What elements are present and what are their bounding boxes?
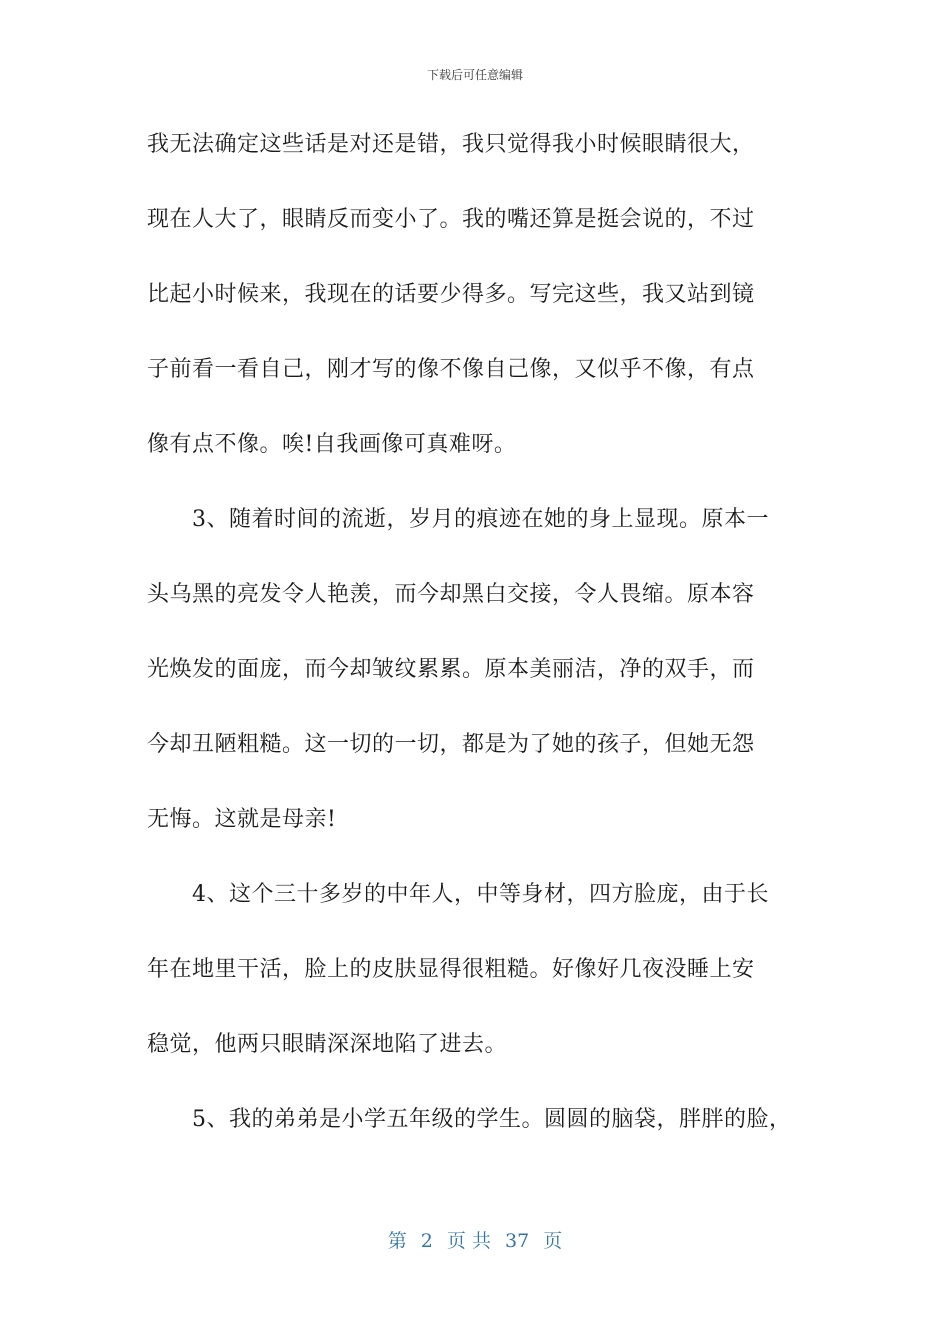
paragraph-start-line: 3、随着时间的流逝，岁月的痕迹在她的身上显现。原本一	[192, 507, 769, 532]
text-line: 稳觉，他两只眼睛深深地陷了进去。	[147, 1032, 508, 1057]
footer-page-number: 2	[420, 1230, 433, 1252]
paragraph-start-line: 4、这个三十多岁的中年人，中等身材，四方脸庞，由于长	[192, 882, 769, 907]
text-line: 头乌黑的亮发令人艳羡，而今却黑白交接，令人畏缩。原本容	[147, 582, 755, 607]
paragraph-start-line: 5、我的弟弟是小学五年级的学生。圆圆的脑袋，胖胖的脸，	[192, 1107, 792, 1132]
text-line: 像有点不像。唉!自我画像可真难呀。	[147, 432, 517, 457]
text-line: 比起小时候来，我现在的话要少得多。写完这些，我又站到镜	[147, 282, 755, 307]
footer-prefix: 第	[387, 1230, 407, 1252]
text-line: 现在人大了，眼睛反而变小了。我的嘴还算是挺会说的，不过	[147, 207, 755, 232]
text-line: 子前看一看自己，刚才写的像不像自己像，又似乎不像，有点	[147, 357, 755, 382]
page-footer	[0, 1226, 950, 1253]
text-line: 今却丑陋粗糙。这一切的一切，都是为了她的孩子，但她无怨	[147, 732, 755, 757]
footer-suffix: 页	[543, 1230, 563, 1252]
text-line: 无悔。这就是母亲!	[147, 807, 337, 832]
text-line: 我无法确定这些话是对还是错，我只觉得我小时候眼睛很大，	[147, 132, 755, 157]
text-line: 年在地里干活，脸上的皮肤显得很粗糙。好像好几夜没睡上安	[147, 957, 755, 982]
footer-total-pages: 37	[505, 1230, 530, 1252]
header-note: 下载后可任意编辑	[426, 68, 523, 82]
text-line: 光焕发的面庞，而今却皱纹累累。原本美丽洁，净的双手，而	[147, 657, 755, 682]
footer-middle: 页 共	[446, 1230, 491, 1252]
